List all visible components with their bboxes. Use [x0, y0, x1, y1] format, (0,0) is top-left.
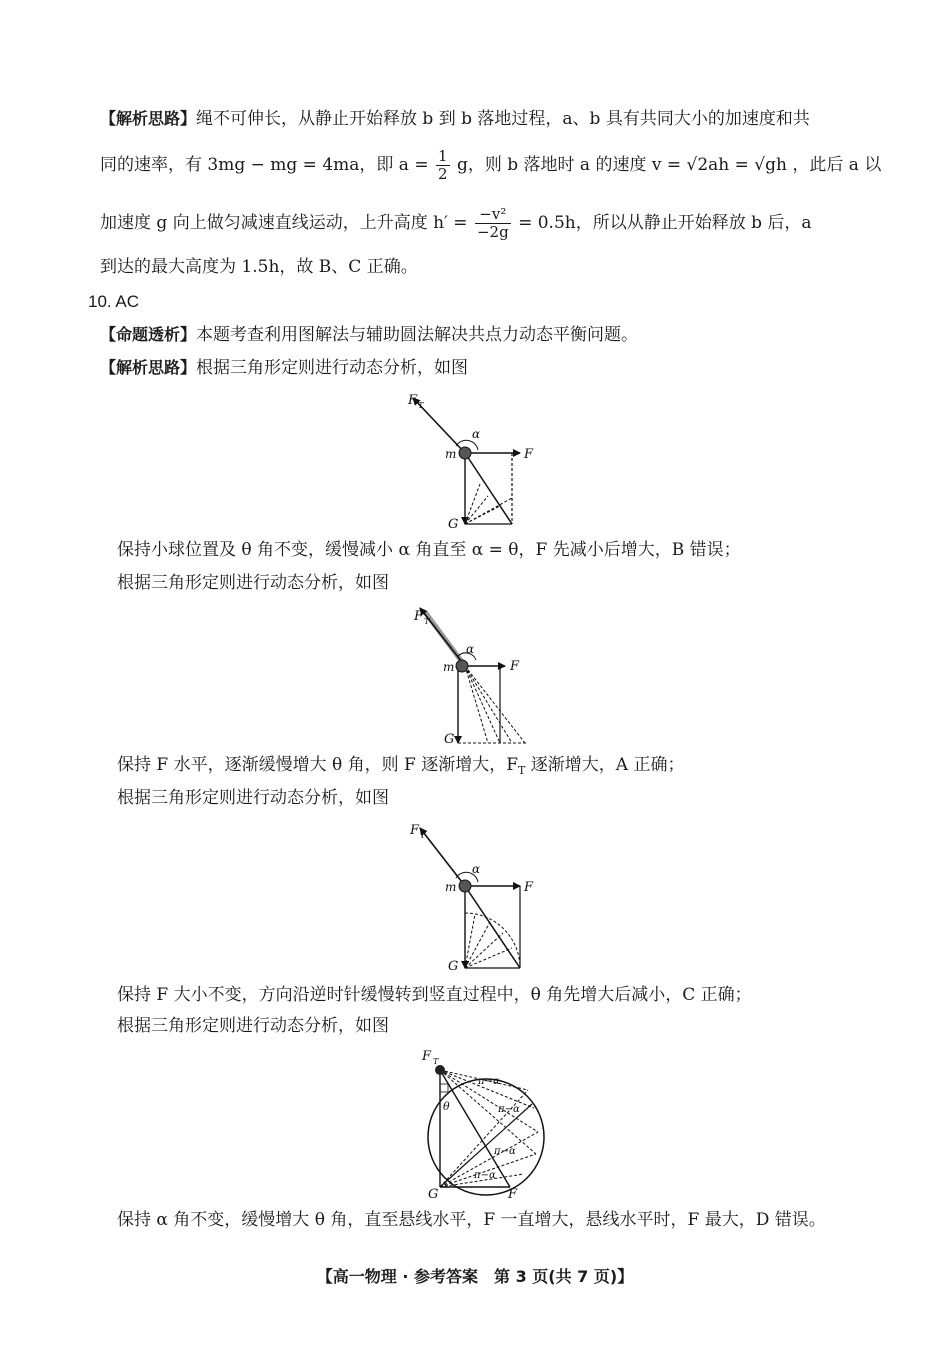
q10-para-2: 根据三角形定则进行动态分析，如图: [117, 573, 389, 593]
q10-intent: 【命题透析】本题考查利用图解法与辅助圆法解决共点力动态平衡问题。: [100, 325, 639, 345]
label-pi-alpha-2: π−α: [498, 1104, 520, 1115]
label-g: G: [448, 517, 459, 532]
label-f: F: [508, 1187, 518, 1202]
q10-answer: 10. AC: [88, 292, 140, 311]
q10-para-4: 根据三角形定则进行动态分析，如图: [117, 788, 389, 808]
q10-para-7: 保持 α 角不变，缓慢增大 θ 角，直至悬线水平，F 一直增大，悬线水平时，F 最大，D 错误。: [117, 1210, 826, 1230]
label-alpha: α: [472, 427, 481, 441]
ball-m: [459, 447, 471, 459]
fraction-one-half: $\frac{1}{2}$: [438, 147, 448, 183]
figure-2: [400, 598, 550, 748]
label-pi-alpha-3: π−α: [494, 1146, 516, 1157]
svg-text:T: T: [433, 1057, 439, 1066]
label-ft: F: [408, 393, 418, 408]
ball-m: [459, 880, 471, 892]
q9-analysis-line-1: 【解析思路】绳不可伸长，从静止开始释放 b 到 b 落地过程，a、b 具有共同大小的加速度和共: [100, 109, 810, 129]
label-m: m: [443, 660, 455, 674]
label-ft: F: [414, 609, 424, 624]
label-pi-alpha-4: π−α: [474, 1170, 496, 1181]
q9-analysis-line-4: 到达的最大高度为 1.5h，故 B、C 正确。: [100, 257, 418, 277]
svg-text:T: T: [418, 401, 424, 410]
label-ft: F: [410, 823, 420, 838]
label-f: F: [510, 659, 520, 674]
label-f: F: [524, 880, 534, 895]
tension-vector: [420, 828, 465, 886]
page-footer: 【高一物理 · 参考答案 第 3 页(共 7 页)】: [316, 1267, 634, 1286]
figure-3: [400, 818, 550, 978]
label-g: G: [428, 1187, 439, 1202]
figure-1: [400, 388, 550, 538]
ball-m: [435, 1065, 445, 1075]
q9-analysis-tag: 【解析思路】: [100, 109, 197, 128]
q10-para-1: 保持小球位置及 θ 角不变，缓慢减小 α 角直至 α = θ，F 先减小后增大，B 错误；: [117, 540, 741, 560]
label-theta: θ: [443, 1100, 450, 1113]
label-g: G: [448, 959, 459, 974]
label-alpha: α: [472, 862, 481, 876]
label-m: m: [445, 447, 457, 461]
label-m: m: [445, 880, 457, 894]
q10-para-6: 根据三角形定则进行动态分析，如图: [117, 1016, 389, 1036]
ball-m: [456, 660, 468, 672]
svg-text:T: T: [424, 617, 430, 626]
q10-analysis: 【解析思路】根据三角形定则进行动态分析，如图: [100, 358, 469, 378]
q10-para-3: 保持 F 水平，逐渐缓慢增大 θ 角，则 F 逐渐增大，$F_T$ 逐渐增大，A 正确；: [117, 755, 685, 777]
fraction-height: $\frac{\text{−v²}}{-2g}$: [476, 205, 509, 241]
label-ft: F: [422, 1049, 432, 1064]
svg-text:T: T: [420, 831, 426, 840]
figure-4: [400, 1042, 570, 1202]
q9-analysis-line-2: 同的速率，有 3mg − mg = 4ma，即 a = $\frac{1}{2}$ g，则 b 落地时 a 的速度 v = √2ah = √gh ，此后 a 以: [100, 147, 882, 183]
label-pi-alpha-1: π−α: [478, 1076, 500, 1087]
label-g: G: [444, 732, 455, 747]
q10-para-5: 保持 F 大小不变，方向沿逆时针缓慢转到竖直过程中，θ 角先增大后减小，C 正确；: [117, 985, 752, 1005]
q9-analysis-line-3: 加速度 g 向上做匀减速直线运动，上升高度 h′ = $\frac{\text{−v²}}{-2g}$ = 0.5h，所以从静止开始释放 b 后，a: [100, 205, 812, 241]
label-f: F: [524, 447, 534, 462]
label-alpha: α: [466, 642, 475, 656]
